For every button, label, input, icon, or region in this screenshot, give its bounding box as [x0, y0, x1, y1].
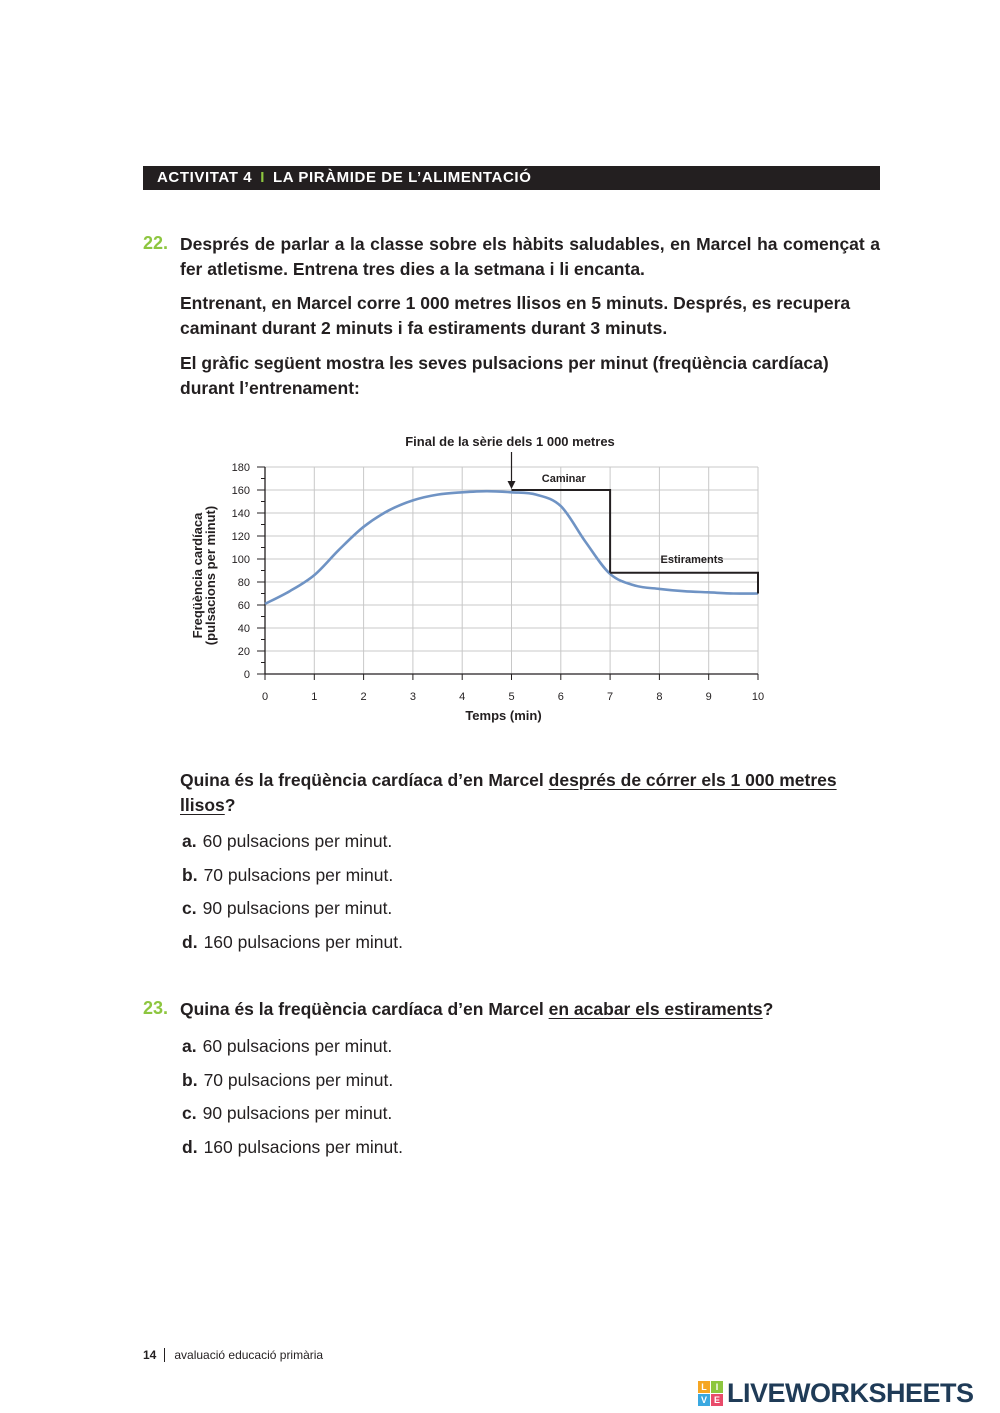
footer-divider — [164, 1348, 165, 1362]
y-tick-label: 120 — [231, 531, 250, 543]
y-tick-label: 80 — [237, 577, 250, 589]
option-letter: c. — [182, 1103, 197, 1124]
logo-tile: E — [711, 1394, 723, 1406]
x-tick-label: 4 — [459, 691, 466, 703]
option-22-d[interactable] — [182, 931, 403, 965]
annotation-estiraments: Estiraments — [660, 553, 724, 566]
x-tick-label: 7 — [607, 691, 614, 703]
question-23-options — [182, 1035, 403, 1170]
option-letter: d. — [182, 1137, 198, 1158]
option-text: 70 pulsacions per minut. — [203, 864, 394, 885]
option-text: 60 pulsacions per minut. — [202, 1036, 393, 1056]
header-separator: I — [260, 169, 265, 186]
footer-text: avaluació educació primària — [174, 1348, 324, 1362]
x-tick-label: 1 — [311, 691, 318, 703]
y-tick-label: 60 — [237, 600, 250, 612]
option-text: 160 pulsacions per minut. — [203, 1137, 403, 1158]
question-22-context: Entrenant, en Marcel corre 1 000 metres llisos en 5 minuts. Després, es recupera caminant durant 2 minuts i fa estiraments durant 3 minuts. — [180, 293, 851, 338]
y-tick-label: 20 — [237, 646, 250, 658]
option-text: 60 pulsacions per minut. — [202, 831, 393, 851]
y-tick-label: 100 — [231, 554, 250, 566]
x-tick-label: 10 — [751, 691, 765, 703]
heart-rate-chart — [185, 428, 775, 728]
annotation-caminar: Caminar — [541, 473, 586, 485]
y-tick-label: 180 — [231, 462, 250, 474]
x-axis-label: Temps (min) — [465, 708, 542, 723]
y-axis-label-line2: (pulsacions per minut) — [203, 505, 218, 646]
question-22-options — [182, 830, 403, 965]
x-tick-label: 6 — [557, 691, 564, 703]
x-tick-label: 9 — [705, 691, 712, 703]
activity-number: ACTIVITAT 4 — [157, 169, 253, 186]
option-23-c[interactable] — [182, 1102, 403, 1136]
brand-name: LIVEWORKSHEETS — [727, 1377, 974, 1408]
question-23-prompt-end: ? — [762, 999, 774, 1019]
logo-tile: I — [711, 1381, 723, 1393]
activity-header — [143, 166, 880, 190]
option-letter: d. — [182, 932, 198, 953]
option-text: 160 pulsacions per minut. — [203, 932, 403, 953]
question-23-prompt-text: Quina és la freqüència cardíaca d’en Marcel — [180, 999, 549, 1019]
option-text: 90 pulsacions per minut. — [202, 1103, 393, 1124]
option-letter: c. — [182, 898, 197, 919]
logo-tile: L — [698, 1381, 710, 1393]
annotation-end-of-series: Final de la sèrie dels 1 000 metres — [405, 434, 615, 449]
option-text: 70 pulsacions per minut. — [203, 1069, 394, 1090]
x-tick-label: 3 — [409, 691, 416, 703]
page-number: 14 — [143, 1348, 157, 1362]
option-22-b[interactable] — [182, 864, 403, 898]
option-letter: b. — [182, 864, 198, 885]
question-23-number: 23. — [143, 998, 169, 1018]
option-23-a[interactable] — [182, 1035, 403, 1069]
option-22-c[interactable] — [182, 897, 403, 931]
option-letter: a. — [182, 1036, 197, 1056]
x-tick-label: 5 — [508, 691, 515, 703]
logo-tile: V — [698, 1394, 710, 1406]
liveworksheets-logo-icon — [698, 1381, 723, 1406]
question-23-prompt-underlined: en acabar els estiraments — [548, 999, 763, 1019]
option-text: 90 pulsacions per minut. — [202, 898, 393, 919]
option-23-b[interactable] — [182, 1069, 403, 1103]
y-tick-label: 40 — [237, 623, 250, 635]
question-22-prompt-underlined: després de córrer els 1 000 metres llisos — [180, 770, 837, 815]
y-axis-label-line1: Freqüència cardíaca — [190, 512, 205, 639]
page-footer — [143, 1348, 323, 1362]
question-22-prompt-text: Quina és la freqüència cardíaca d’en Marcel — [180, 770, 549, 790]
question-22-prompt — [180, 768, 880, 818]
question-23-prompt — [180, 997, 880, 1022]
y-tick-label: 0 — [243, 669, 250, 681]
question-22-intro: Després de parlar a la classe sobre els hàbits saludables, en Marcel ha començat a fer atletisme. Entrena tres dies a la setmana i li encanta. — [180, 234, 880, 279]
question-22-prompt-end: ? — [224, 795, 236, 815]
activity-title: LA PIRÀMIDE DE L’ALIMENTACIÓ — [273, 169, 532, 186]
arrow-down-icon — [508, 481, 516, 489]
option-letter: a. — [182, 831, 197, 851]
x-tick-label: 2 — [360, 691, 367, 703]
question-22-number: 22. — [143, 233, 169, 253]
y-tick-label: 160 — [231, 485, 250, 497]
liveworksheets-brand[interactable] — [698, 1376, 974, 1410]
x-tick-label: 8 — [656, 691, 663, 703]
x-tick-label: 0 — [261, 691, 269, 703]
question-22-graph-intro: El gràfic següent mostra les seves pulsacions per minut (freqüència cardíaca) durant l’entrenament: — [180, 353, 829, 398]
option-22-a[interactable] — [182, 830, 403, 864]
option-23-d[interactable] — [182, 1136, 403, 1170]
y-tick-label: 140 — [231, 508, 250, 520]
option-letter: b. — [182, 1069, 198, 1090]
chart-grid — [265, 467, 758, 674]
